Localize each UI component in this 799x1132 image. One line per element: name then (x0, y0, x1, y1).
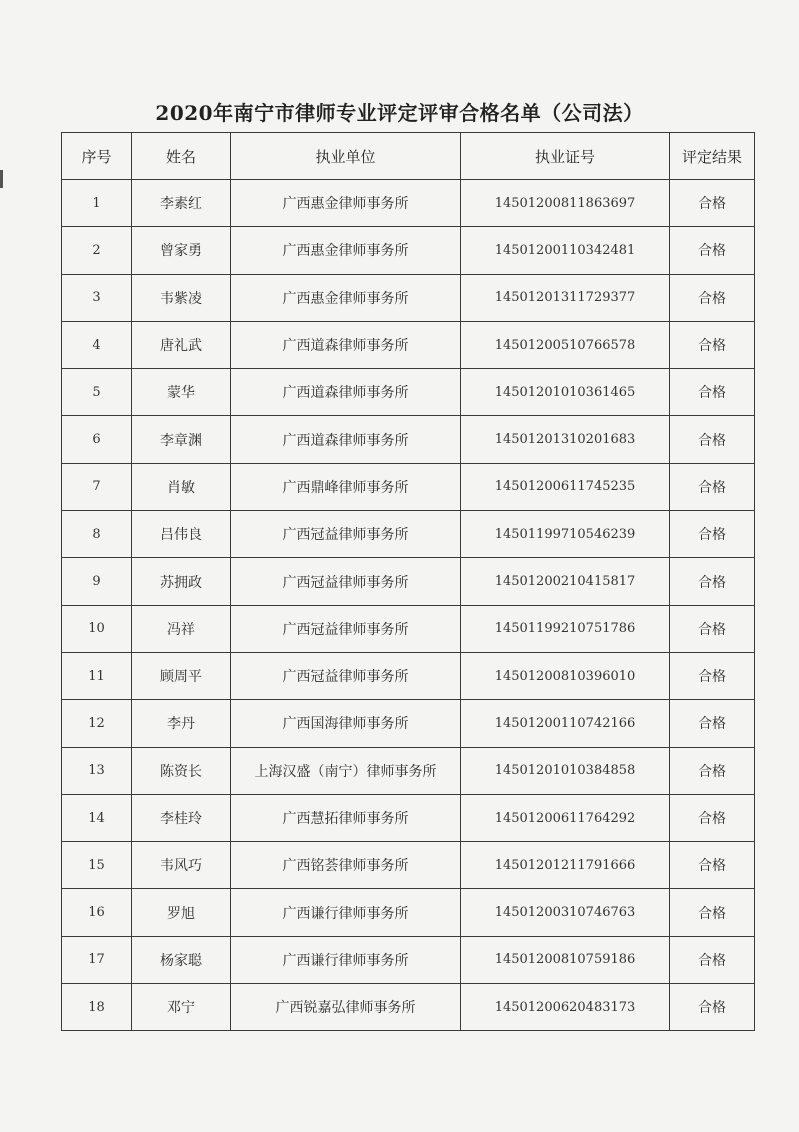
cell-license: 14501199710546239 (461, 511, 670, 558)
cell-result: 合格 (670, 180, 755, 227)
table-row (62, 652, 755, 699)
table-row (62, 321, 755, 368)
cell-result: 合格 (670, 889, 755, 936)
table-header-row (62, 133, 755, 180)
table-row (62, 700, 755, 747)
cell-name: 李章渊 (132, 416, 231, 463)
cell-name: 杨家聪 (132, 936, 231, 983)
table-row (62, 511, 755, 558)
cell-license: 14501200620483173 (461, 984, 670, 1031)
page-title: 2020年南宁市律师专业评定评审合格名单（公司法） (155, 101, 644, 126)
cell-firm: 广西惠金律师事务所 (231, 180, 461, 227)
table-row (62, 369, 755, 416)
table-row (62, 794, 755, 841)
cell-license: 14501199210751786 (461, 605, 670, 652)
cell-name: 罗旭 (132, 889, 231, 936)
table-row (62, 180, 755, 227)
table-body (62, 180, 755, 1031)
cell-result: 合格 (670, 652, 755, 699)
cell-firm: 广西鼎峰律师事务所 (231, 463, 461, 510)
cell-license: 14501200310746763 (461, 889, 670, 936)
cell-name: 韦紫凌 (132, 274, 231, 321)
cell-result: 合格 (670, 558, 755, 605)
cell-name: 苏拥政 (132, 558, 231, 605)
cell-firm: 广西道森律师事务所 (231, 369, 461, 416)
cell-seq: 9 (62, 558, 132, 605)
cell-seq: 7 (62, 463, 132, 510)
cell-seq: 3 (62, 274, 132, 321)
cell-result: 合格 (670, 747, 755, 794)
cell-name: 蒙华 (132, 369, 231, 416)
cell-firm: 广西惠金律师事务所 (231, 227, 461, 274)
cell-firm: 广西道森律师事务所 (231, 321, 461, 368)
cell-result: 合格 (670, 700, 755, 747)
cell-name: 吕伟良 (132, 511, 231, 558)
cell-license: 14501201010384858 (461, 747, 670, 794)
cell-seq: 10 (62, 605, 132, 652)
cell-name: 邓宁 (132, 984, 231, 1031)
cell-license: 14501201311729377 (461, 274, 670, 321)
cell-name: 肖敏 (132, 463, 231, 510)
cell-license: 14501200611745235 (461, 463, 670, 510)
cell-firm: 广西谦行律师事务所 (231, 936, 461, 983)
header-license: 执业证号 (461, 133, 670, 180)
cell-result: 合格 (670, 227, 755, 274)
cell-seq: 16 (62, 889, 132, 936)
cell-license: 14501200811863697 (461, 180, 670, 227)
cell-result: 合格 (670, 321, 755, 368)
cell-firm: 广西冠益律师事务所 (231, 605, 461, 652)
cell-seq: 12 (62, 700, 132, 747)
cell-firm: 广西谦行律师事务所 (231, 889, 461, 936)
cell-result: 合格 (670, 463, 755, 510)
header-result: 评定结果 (670, 133, 755, 180)
table-row (62, 747, 755, 794)
cell-seq: 13 (62, 747, 132, 794)
table-row (62, 416, 755, 463)
cell-license: 14501200510766578 (461, 321, 670, 368)
cell-license: 14501200611764292 (461, 794, 670, 841)
scan-edge-mark (0, 170, 3, 188)
cell-license: 14501200810759186 (461, 936, 670, 983)
table-row (62, 605, 755, 652)
cell-result: 合格 (670, 416, 755, 463)
cell-name: 李丹 (132, 700, 231, 747)
cell-result: 合格 (670, 794, 755, 841)
cell-result: 合格 (670, 274, 755, 321)
header-seq: 序号 (62, 133, 132, 180)
cell-license: 14501200210415817 (461, 558, 670, 605)
cell-firm: 广西冠益律师事务所 (231, 558, 461, 605)
cell-name: 韦风巧 (132, 842, 231, 889)
table-row (62, 889, 755, 936)
cell-name: 李桂玲 (132, 794, 231, 841)
cell-firm: 广西惠金律师事务所 (231, 274, 461, 321)
cell-result: 合格 (670, 605, 755, 652)
cell-name: 顾周平 (132, 652, 231, 699)
cell-firm: 广西铭荟律师事务所 (231, 842, 461, 889)
table-row (62, 274, 755, 321)
cell-license: 14501201010361465 (461, 369, 670, 416)
cell-seq: 17 (62, 936, 132, 983)
cell-license: 14501201211791666 (461, 842, 670, 889)
cell-seq: 15 (62, 842, 132, 889)
header-firm: 执业单位 (231, 133, 461, 180)
cell-license: 14501201310201683 (461, 416, 670, 463)
table-row (62, 984, 755, 1031)
cell-seq: 11 (62, 652, 132, 699)
cell-license: 14501200810396010 (461, 652, 670, 699)
cell-seq: 5 (62, 369, 132, 416)
cell-result: 合格 (670, 936, 755, 983)
cell-firm: 广西冠益律师事务所 (231, 652, 461, 699)
cell-name: 李素红 (132, 180, 231, 227)
cell-firm: 广西锐嘉弘律师事务所 (231, 984, 461, 1031)
cell-result: 合格 (670, 984, 755, 1031)
cell-name: 冯祥 (132, 605, 231, 652)
cell-seq: 18 (62, 984, 132, 1031)
cell-result: 合格 (670, 369, 755, 416)
table-row (62, 463, 755, 510)
header-name: 姓名 (132, 133, 231, 180)
cell-seq: 4 (62, 321, 132, 368)
table-row (62, 558, 755, 605)
cell-name: 唐礼武 (132, 321, 231, 368)
cell-seq: 14 (62, 794, 132, 841)
cell-name: 陈资长 (132, 747, 231, 794)
cell-firm: 广西国海律师事务所 (231, 700, 461, 747)
cell-license: 14501200110742166 (461, 700, 670, 747)
cell-firm: 广西慧拓律师事务所 (231, 794, 461, 841)
cell-result: 合格 (670, 511, 755, 558)
cell-firm: 广西冠益律师事务所 (231, 511, 461, 558)
cell-result: 合格 (670, 842, 755, 889)
cell-firm: 上海汉盛（南宁）律师事务所 (231, 747, 461, 794)
qualified-lawyers-table (61, 132, 755, 1031)
cell-seq: 2 (62, 227, 132, 274)
table-row (62, 227, 755, 274)
cell-seq: 6 (62, 416, 132, 463)
cell-seq: 8 (62, 511, 132, 558)
cell-firm: 广西道森律师事务所 (231, 416, 461, 463)
cell-seq: 1 (62, 180, 132, 227)
cell-license: 14501200110342481 (461, 227, 670, 274)
table-row (62, 936, 755, 983)
table-row (62, 842, 755, 889)
cell-name: 曾家勇 (132, 227, 231, 274)
